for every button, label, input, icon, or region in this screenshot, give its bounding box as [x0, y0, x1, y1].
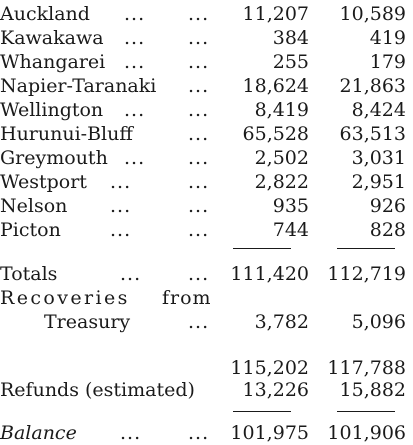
value-year-2: 21,863 — [339, 75, 406, 97]
subtotal-year-2: 117,788 — [327, 357, 406, 379]
treasury-label: Treasury — [44, 311, 131, 333]
value-year-1: 744 — [272, 219, 309, 241]
recoveries-row-line-1 — [0, 286, 413, 310]
refunds-row — [0, 378, 413, 402]
value-year-2: 926 — [369, 195, 406, 217]
recoveries-label: Recoveries — [0, 287, 130, 309]
row-label: Whangarei — [0, 51, 106, 73]
leader-dots: ... — [188, 51, 210, 73]
balance-year-2: 101,906 — [327, 422, 406, 444]
value-year-1: 8,419 — [254, 99, 309, 121]
refunds-year-2: 15,882 — [339, 379, 406, 401]
leader-dots: ... — [188, 195, 210, 217]
leader-dots: ... — [188, 123, 210, 145]
table-row — [0, 218, 413, 242]
totals-year-1: 111,420 — [230, 263, 309, 285]
value-year-2: 179 — [369, 51, 406, 73]
value-year-1: 2,502 — [254, 147, 309, 169]
row-label: Greymouth — [0, 147, 108, 169]
recoveries-year-2: 5,096 — [351, 311, 406, 333]
recoveries-year-1: 3,782 — [254, 311, 309, 333]
leader-dots: ... — [188, 147, 210, 169]
row-label: Auckland — [0, 3, 90, 25]
totals-label: Totals — [0, 263, 58, 285]
leader-dots: ... — [124, 99, 146, 121]
table-row — [0, 26, 413, 50]
row-label: Nelson — [0, 195, 68, 217]
column-rule — [233, 248, 291, 249]
value-year-2: 10,589 — [339, 3, 406, 25]
leader-dots: ... — [120, 263, 142, 285]
leader-dots: ... — [124, 51, 146, 73]
column-rule — [337, 411, 395, 412]
value-year-1: 384 — [272, 27, 309, 49]
table-row — [0, 146, 413, 170]
table-row — [0, 2, 413, 26]
row-label: Hurunui-Bluff — [0, 123, 133, 145]
value-year-1: 935 — [272, 195, 309, 217]
table-row — [0, 98, 413, 122]
value-year-2: 3,031 — [351, 147, 406, 169]
table-row — [0, 74, 413, 98]
totals-year-2: 112,719 — [327, 263, 406, 285]
value-year-2: 828 — [369, 219, 406, 241]
row-label: Napier-Taranaki — [0, 75, 157, 97]
leader-dots: ... — [188, 422, 210, 444]
table-row — [0, 194, 413, 218]
value-year-2: 8,424 — [351, 99, 406, 121]
row-label: Westport — [0, 171, 87, 193]
leader-dots: ... — [188, 27, 210, 49]
leader-dots: ... — [124, 147, 146, 169]
recoveries-from-label: from — [162, 287, 212, 309]
leader-dots: ... — [188, 311, 210, 333]
leader-dots: ... — [110, 171, 132, 193]
leader-dots: ... — [110, 195, 132, 217]
refunds-label: Refunds (estimated) — [0, 379, 195, 401]
leader-dots: ... — [188, 3, 210, 25]
value-year-1: 255 — [272, 51, 309, 73]
recoveries-row-line-2 — [0, 310, 413, 334]
balance-year-1: 101,975 — [230, 422, 309, 444]
leader-dots: ... — [110, 219, 132, 241]
leader-dots: ... — [188, 171, 210, 193]
refunds-year-1: 13,226 — [242, 379, 309, 401]
balance-label: Balance — [0, 422, 77, 444]
value-year-2: 2,951 — [351, 171, 406, 193]
leader-dots: ... — [188, 219, 210, 241]
totals-row — [0, 262, 413, 286]
balance-row — [0, 421, 413, 445]
value-year-1: 2,822 — [254, 171, 309, 193]
table-row — [0, 50, 413, 74]
leader-dots: ... — [120, 422, 142, 444]
row-label: Wellington — [0, 99, 104, 121]
leader-dots: ... — [124, 3, 146, 25]
leader-dots: ... — [124, 27, 146, 49]
row-label: Kawakawa — [0, 27, 104, 49]
value-year-1: 65,528 — [242, 123, 309, 145]
value-year-1: 11,207 — [242, 3, 309, 25]
value-year-1: 18,624 — [242, 75, 309, 97]
row-label: Picton — [0, 219, 61, 241]
leader-dots: ... — [188, 99, 210, 121]
column-rule — [233, 411, 291, 412]
table-row — [0, 122, 413, 146]
leader-dots: ... — [188, 75, 210, 97]
subtotal-row — [0, 356, 413, 380]
value-year-2: 63,513 — [339, 123, 406, 145]
table-row — [0, 170, 413, 194]
leader-dots: ... — [188, 263, 210, 285]
subtotal-year-1: 115,202 — [230, 357, 309, 379]
column-rule — [337, 248, 395, 249]
value-year-2: 419 — [369, 27, 406, 49]
